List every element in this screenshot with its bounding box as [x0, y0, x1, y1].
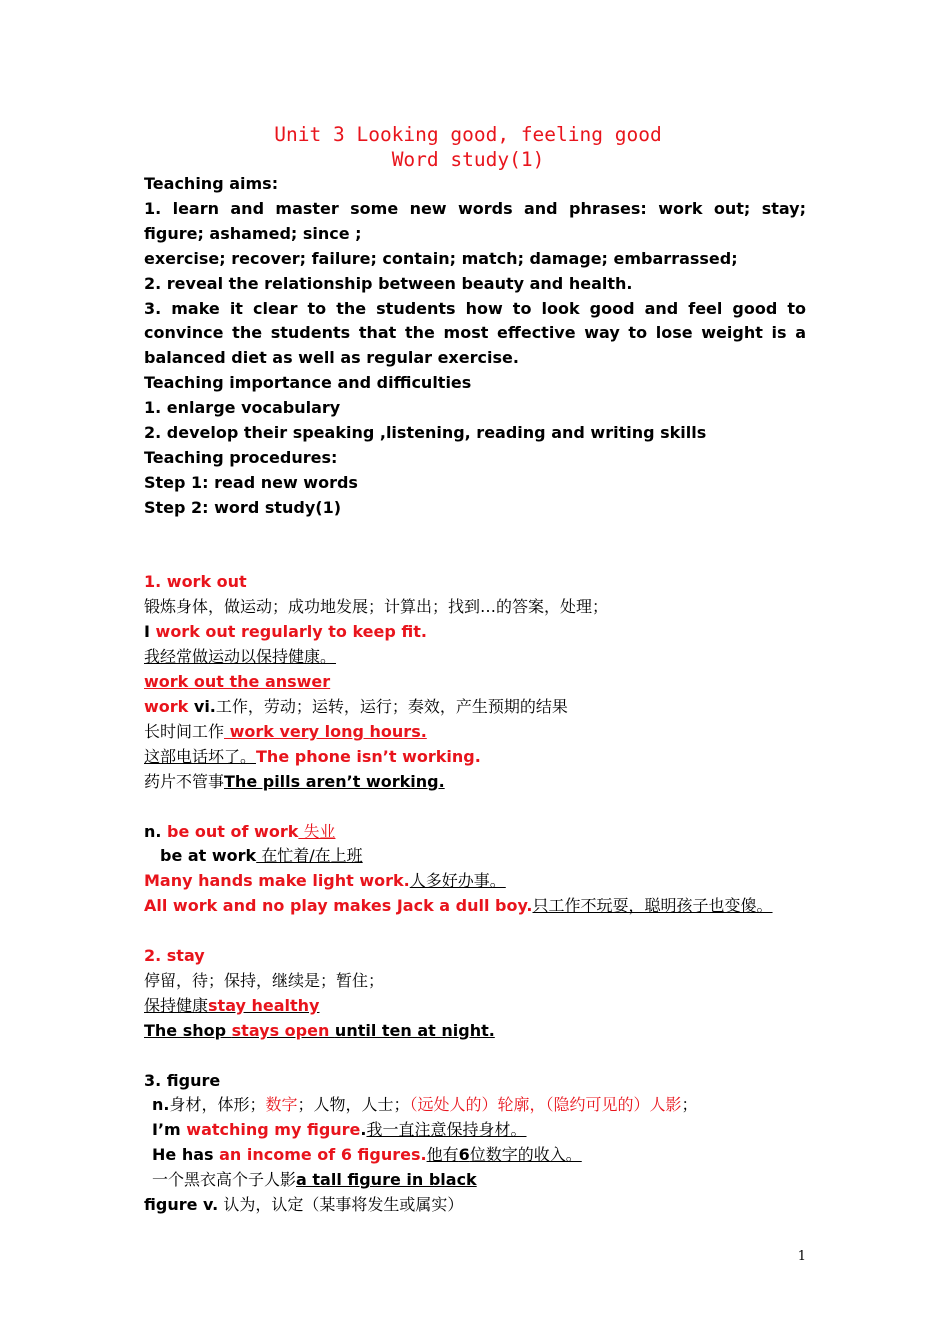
aim-2: 2. reveal the relationship between beauty and health. [144, 273, 633, 293]
example-zh: 药片不管事 [144, 771, 225, 791]
figure-verb-line [144, 1193, 806, 1218]
example-zh: 我一直注意保持身材。 [366, 1120, 527, 1140]
spacer [144, 795, 806, 820]
example-text: stays open [231, 1020, 335, 1040]
proverb-en: Many hands make light work. [144, 871, 410, 891]
step-2: Step 2: word study(1) [144, 497, 342, 517]
page-number: 1 [797, 1249, 806, 1264]
teaching-aims-heading: Teaching aims: [144, 174, 279, 193]
figure-example-2 [144, 1143, 806, 1168]
figure-noun-line [144, 1093, 806, 1118]
aim-3: 3. make it clear to the students how to look good and feel good to convince the students that the most effective way to lose weight is a balanced diet as well as regular exercise. [144, 298, 806, 368]
example-en: work very long hours. [224, 721, 427, 741]
pos: n. [152, 1095, 170, 1115]
procedures-heading: Teaching procedures: [144, 447, 338, 467]
example-en: The phone isn’t working. [256, 746, 481, 766]
example-text: The shop [144, 1020, 232, 1040]
meaning: （远处人的）轮廓，（隐约可见的）人影 [409, 1095, 682, 1115]
stay-heading: 2. stay [144, 946, 205, 966]
work-noun-line [144, 820, 806, 845]
proverb-2 [144, 894, 806, 919]
aim-1: 1. learn and master some new words and phrases: work out; stay; figure; ashamed; since ; [144, 198, 806, 243]
stay-meaning: 停留，待；保持，继续是；暂住； [144, 970, 385, 990]
spacer [144, 919, 806, 944]
work-example-2 [144, 720, 806, 745]
example-text: until ten at night. [334, 1020, 495, 1040]
meaning: 工作，劳动；运转，运行；奏效，产生预期的结果 [215, 697, 568, 717]
example-en: The pills aren’t working. [224, 771, 445, 791]
example-zh: 一个黑衣高个子人影 [152, 1170, 297, 1190]
word: figure [144, 1195, 198, 1215]
example-text: I [144, 622, 156, 642]
spacer [144, 521, 806, 571]
proverb-zh: 只工作不玩耍，聪明孩子也变傻。 [532, 896, 773, 916]
figure-example-1 [144, 1118, 806, 1143]
phrase: be at work [160, 846, 257, 866]
spacer [144, 1044, 806, 1069]
work-example-4 [144, 770, 806, 795]
step-1: Step 1: read new words [144, 472, 358, 492]
proverb-zh: 人多好办事。 [409, 871, 506, 891]
importance-1: 1. enlarge vocabulary [144, 398, 341, 418]
work-vi-line [144, 695, 806, 720]
work-out-example-1-zh: 我经常做运动以保持健康。 [144, 647, 337, 667]
example-zh: 这部电话坏了。 [144, 746, 257, 766]
unit-title: Unit 3 Looking good, feeling good [274, 123, 662, 146]
phrase-zh: 失业 [298, 821, 336, 841]
example-zh: 位数字的收入。 [469, 1145, 582, 1165]
aim-1-words: exercise; recover; failure; contain; match; damage; embarrassed; [144, 248, 738, 268]
pos: n. [144, 821, 168, 841]
proverb-1 [144, 869, 806, 894]
stay-example-2 [144, 1019, 806, 1044]
example-zh: 长时间工作 [144, 721, 225, 741]
document-page [144, 122, 806, 1218]
stay-example-1 [144, 994, 806, 1019]
work-out-example-1 [144, 620, 806, 645]
phrase-zh: 在忙着/在上班 [256, 846, 363, 866]
example-text: work out regularly to keep fit. [155, 622, 427, 642]
figure-example-3 [144, 1168, 806, 1193]
meaning: 认为，认定（某事将发生或属实） [218, 1195, 464, 1215]
meaning: ； [681, 1095, 698, 1115]
example-zh: 6 [458, 1145, 470, 1165]
figure-heading: 3. figure [144, 1070, 221, 1090]
word: work [144, 697, 189, 717]
example-text: He has [152, 1145, 220, 1165]
work-out-answer: work out the answer [144, 672, 331, 692]
example-en: stay healthy [208, 995, 320, 1015]
example-text: . [360, 1120, 367, 1140]
pos: vi. [188, 697, 216, 717]
example-zh: 他有 [426, 1145, 459, 1165]
work-example-3 [144, 745, 806, 770]
example-text: an income of 6 figures. [219, 1145, 427, 1165]
at-work-line [144, 844, 806, 869]
example-zh: 保持健康 [144, 995, 209, 1015]
example-text: watching my figure [186, 1120, 361, 1140]
phrase: be out of work [167, 821, 299, 841]
meaning: ；人物，人士； [297, 1095, 410, 1115]
example-text: I’m [152, 1120, 187, 1140]
importance-2: 2. develop their speaking ,listening, reading and writing skills [144, 423, 707, 443]
work-out-meaning: 锻炼身体，做运动；成功地发展；计算出；找到…的答案，处理； [144, 597, 609, 617]
pos: v. [197, 1195, 219, 1215]
meaning: 身材，体形； [169, 1095, 266, 1115]
meaning: 数字 [265, 1095, 298, 1115]
work-out-heading: 1. work out [144, 572, 247, 592]
importance-heading: Teaching importance and difficulties [144, 373, 472, 393]
proverb-en: All work and no play makes Jack a dull boy. [144, 896, 533, 916]
lesson-title: Word study(1) [391, 148, 545, 171]
example-en: a tall figure in black [296, 1170, 477, 1190]
